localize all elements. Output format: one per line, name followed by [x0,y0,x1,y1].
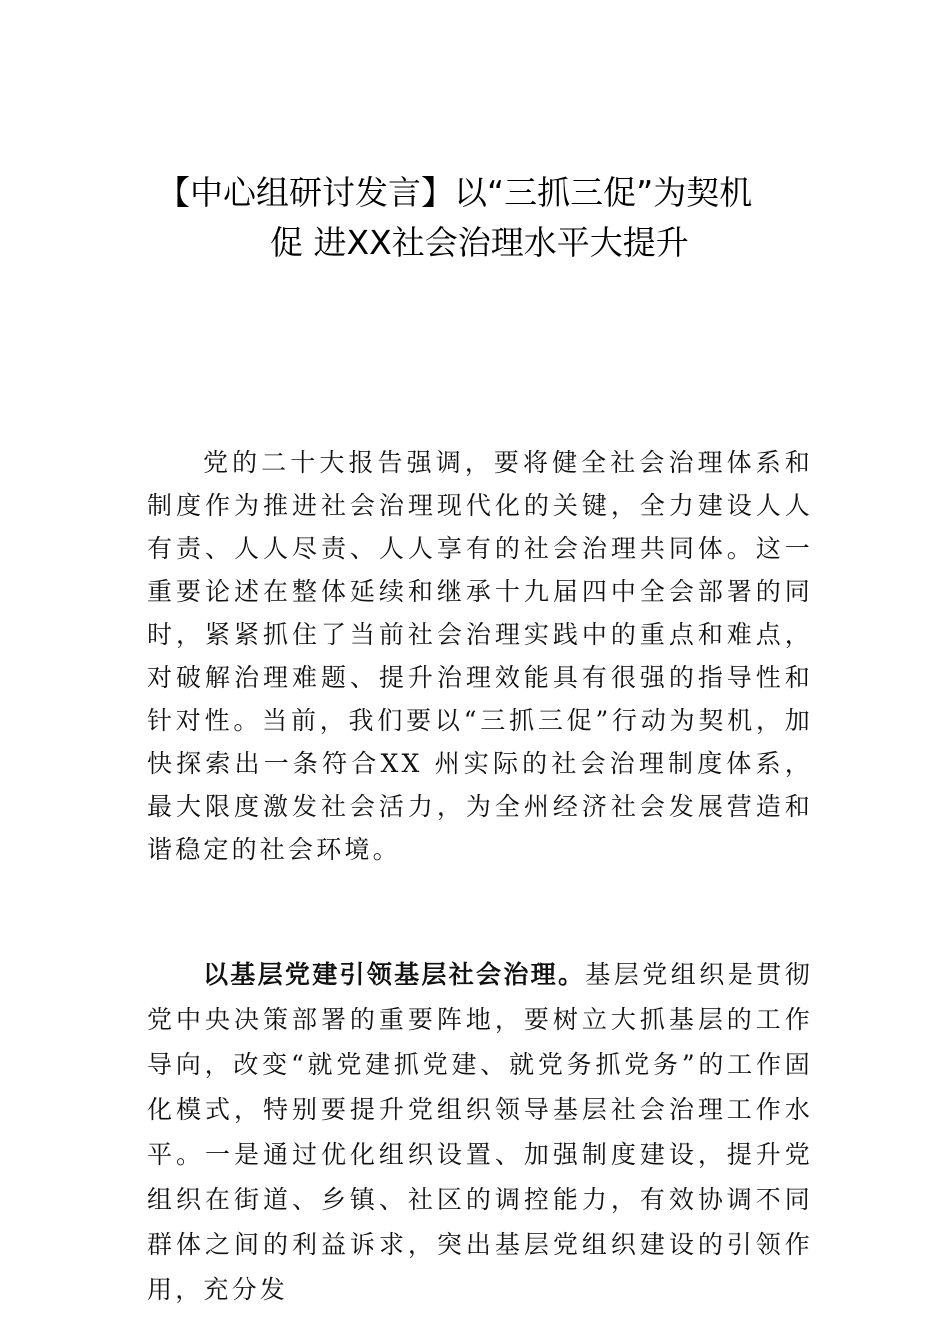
paragraph-body: 基层党组织是贯彻党中央决策部署的重要阵地，要树立大抓基层的工作导向，改变“就党建抓党建、就党务抓党务”的工作固化模式，特别要提升党组织领导基层社会治理工作水平。一是通过优化组织设置、加强制度建设，提升党组织在街道、乡镇、社区的调控能力，有效协调不同群体之间的利益诉求，突出基层党组织建设的引领作用，充分发 [147,960,813,1304]
paragraph-intro: 党的二十大报告强调，要将健全社会治理体系和制度作为推进社会治理现代化的关键，全力建设人人有责、人人尽责、人人享有的社会治理共同体。这一重要论述在整体延续和继承十九届四中全会部署的同时，紧紧抓住了当前社会治理实践中的重点和难点，对破解治理难题、提升治理效能具有很强的指导性和针对性。当前，我们要以“三抓三促”行动为契机，加快探索出一条符合XX 州实际的社会治理制度体系，最大限度激发社会活力，为全州经济社会发展营造和谐稳定的社会环境。 [147,448,813,864]
title-line-2: 促 进XX社会治理水平大提升 [270,223,689,262]
paragraph-grassroots-party-building [147,952,813,1312]
title-line-1: 【中心组研讨发言】以“三抓三促”为契机 [157,173,753,212]
paragraph-lead-heading: 以基层党建引领基层社会治理。 [203,960,586,989]
